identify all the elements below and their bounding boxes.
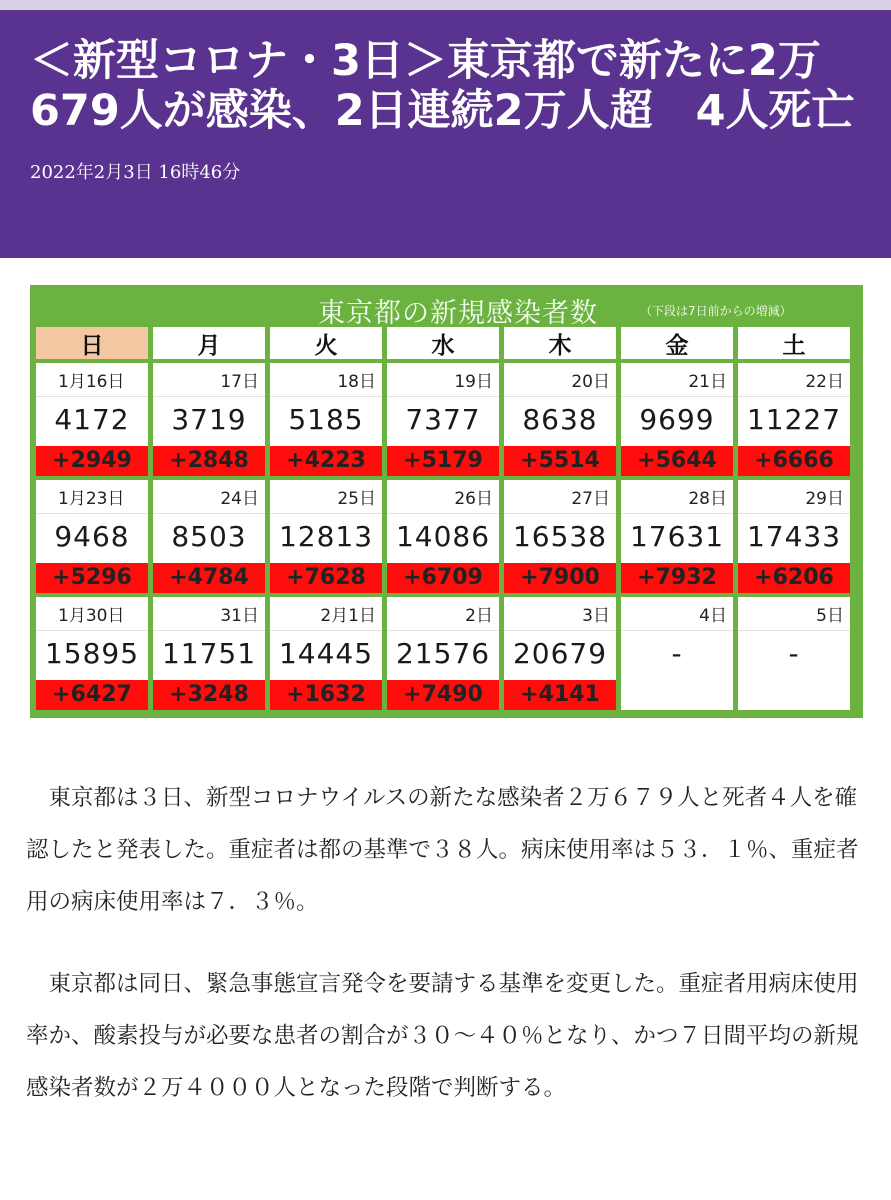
cell-date: 19日	[454, 372, 493, 392]
cell-date: 26日	[454, 489, 493, 509]
cell-divider	[504, 513, 616, 514]
cell-date: 21日	[688, 372, 727, 392]
cell-date: 17日	[220, 372, 259, 392]
cell-delta: +5644	[621, 446, 733, 476]
cell-divider	[153, 630, 265, 631]
cell-date: 2月1日	[320, 606, 376, 626]
day-cell	[504, 597, 616, 710]
cell-delta: +3248	[153, 680, 265, 710]
cell-divider	[387, 513, 499, 514]
cell-count: 17631	[629, 520, 725, 553]
day-header: 水	[387, 327, 499, 359]
cell-count: 11751	[161, 637, 257, 670]
cell-count: -	[788, 637, 800, 670]
cell-date: 24日	[220, 489, 259, 509]
cell-divider	[270, 630, 382, 631]
day-cell	[36, 363, 148, 476]
cell-delta: +2949	[36, 446, 148, 476]
cell-count: 5185	[288, 403, 364, 436]
headline: ＜新型コロナ・3日＞東京都で新たに2万679人が感染、2日連続2万人超 4人死亡	[30, 36, 855, 136]
day-cell	[504, 363, 616, 476]
cell-date: 22日	[805, 372, 844, 392]
cell-count: 9468	[54, 520, 130, 553]
table-note: （下段は7日前からの増減）	[640, 304, 792, 318]
day-header: 土	[738, 327, 850, 359]
day-cell	[387, 480, 499, 593]
cell-count: 14086	[395, 520, 491, 553]
cell-count: 20679	[512, 637, 608, 670]
table-title: 東京都の新規感染者数	[318, 298, 598, 329]
day-cell	[36, 480, 148, 593]
article-paragraph: 東京都は３日、新型コロナウイルスの新たな感染者２万６７９人と死者４人を確認したと発表した。重症者は都の基準で３８人。病床使用率は５３．１％、重症者用の病床使用率は７．３％。	[26, 785, 859, 915]
day-cell	[270, 363, 382, 476]
cell-delta: +7628	[270, 563, 382, 593]
cell-divider	[36, 630, 148, 631]
cell-divider	[387, 630, 499, 631]
cell-count: 17433	[746, 520, 842, 553]
cell-delta: +6709	[387, 563, 499, 593]
infection-table	[30, 285, 863, 718]
cell-date: 2日	[465, 606, 493, 626]
cell-divider	[387, 396, 499, 397]
day-cell	[621, 597, 733, 710]
cell-count: 14445	[278, 637, 374, 670]
day-cell	[738, 363, 850, 476]
cell-divider	[738, 630, 850, 631]
cell-count: 9699	[639, 403, 715, 436]
cell-date: 27日	[571, 489, 610, 509]
cell-count: -	[671, 637, 683, 670]
cell-date: 29日	[805, 489, 844, 509]
cell-date: 4日	[699, 606, 727, 626]
cell-count: 16538	[512, 520, 608, 553]
cell-divider	[36, 513, 148, 514]
cell-divider	[738, 396, 850, 397]
cell-date: 18日	[337, 372, 376, 392]
cell-date: 5日	[816, 606, 844, 626]
day-cell	[36, 597, 148, 710]
cell-delta: +7490	[387, 680, 499, 710]
day-header: 木	[504, 327, 616, 359]
day-cell	[387, 597, 499, 710]
cell-delta: +4141	[504, 680, 616, 710]
day-cell	[153, 480, 265, 593]
table-title-bar	[36, 289, 857, 327]
cell-count: 8638	[522, 403, 598, 436]
cell-date: 1月30日	[58, 606, 125, 626]
cell-delta: +4784	[153, 563, 265, 593]
day-header: 月	[153, 327, 265, 359]
cell-delta	[621, 680, 733, 710]
article-paragraph: 東京都は同日、緊急事態宣言発令を要請する基準を変更した。重症者用病床使用率か、酸素投与が必要な患者の割合が３０〜４０％となり、かつ７日間平均の新規感染者数が２万４０００人となった段階で判断する。	[26, 971, 859, 1101]
publish-date: 2022年2月3日 16時46分	[30, 162, 241, 183]
cell-date: 25日	[337, 489, 376, 509]
table-grid	[36, 327, 857, 714]
article-header	[0, 0, 891, 258]
cell-divider	[504, 630, 616, 631]
day-cell	[153, 363, 265, 476]
cell-count: 8503	[171, 520, 247, 553]
cell-date: 28日	[688, 489, 727, 509]
cell-delta: +2848	[153, 446, 265, 476]
day-header: 火	[270, 327, 382, 359]
cell-delta: +5514	[504, 446, 616, 476]
cell-count: 21576	[395, 637, 491, 670]
article-body	[26, 772, 866, 1144]
cell-delta: +5179	[387, 446, 499, 476]
day-cell	[504, 480, 616, 593]
cell-delta	[738, 680, 850, 710]
cell-count: 3719	[171, 403, 247, 436]
cell-divider	[504, 396, 616, 397]
cell-count: 12813	[278, 520, 374, 553]
day-cell	[738, 480, 850, 593]
cell-divider	[270, 513, 382, 514]
day-cell	[621, 480, 733, 593]
cell-delta: +1632	[270, 680, 382, 710]
cell-count: 11227	[746, 403, 842, 436]
day-cell	[153, 597, 265, 710]
cell-delta: +6206	[738, 563, 850, 593]
cell-delta: +6427	[36, 680, 148, 710]
cell-date: 31日	[220, 606, 259, 626]
cell-date: 1月16日	[58, 372, 125, 392]
cell-divider	[36, 396, 148, 397]
cell-divider	[270, 396, 382, 397]
day-cell	[387, 363, 499, 476]
cell-date: 3日	[582, 606, 610, 626]
cell-delta: +4223	[270, 446, 382, 476]
cell-divider	[621, 630, 733, 631]
cell-count: 7377	[405, 403, 481, 436]
cell-count: 4172	[54, 403, 130, 436]
cell-delta: +7932	[621, 563, 733, 593]
day-header: 金	[621, 327, 733, 359]
cell-divider	[153, 396, 265, 397]
cell-divider	[621, 396, 733, 397]
cell-delta: +6666	[738, 446, 850, 476]
day-cell	[738, 597, 850, 710]
day-cell	[270, 480, 382, 593]
day-cell	[270, 597, 382, 710]
day-cell	[621, 363, 733, 476]
cell-delta: +7900	[504, 563, 616, 593]
cell-date: 20日	[571, 372, 610, 392]
cell-divider	[621, 513, 733, 514]
cell-delta: +5296	[36, 563, 148, 593]
cell-count: 15895	[44, 637, 140, 670]
cell-divider	[738, 513, 850, 514]
day-header: 日	[36, 327, 148, 359]
cell-divider	[153, 513, 265, 514]
cell-date: 1月23日	[58, 489, 125, 509]
